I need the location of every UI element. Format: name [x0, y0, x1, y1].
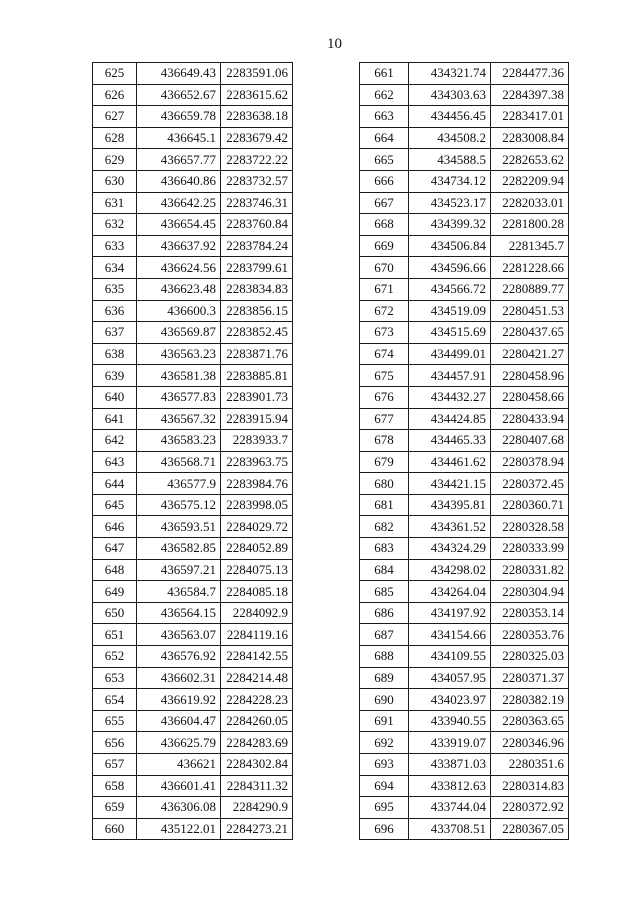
x-coordinate-cell: 436582.85: [137, 538, 221, 560]
point-number-cell: 674: [360, 343, 409, 365]
y-coordinate-cell: 2280333.99: [491, 538, 569, 560]
table-row: [93, 84, 293, 106]
x-coordinate-cell: 434324.29: [409, 538, 491, 560]
table-row: [360, 775, 569, 797]
table-row: [360, 192, 569, 214]
point-number-cell: 657: [93, 754, 137, 776]
table-row: [93, 214, 293, 236]
table-row: [360, 602, 569, 624]
x-coordinate-cell: 436584.7: [137, 581, 221, 603]
y-coordinate-cell: 2283856.15: [221, 300, 293, 322]
x-coordinate-cell: 436563.07: [137, 624, 221, 646]
table-row: [360, 408, 569, 430]
point-number-cell: 643: [93, 451, 137, 473]
x-coordinate-cell: 436593.51: [137, 516, 221, 538]
table-row: [93, 170, 293, 192]
point-number-cell: 629: [93, 149, 137, 171]
y-coordinate-cell: 2280458.96: [491, 365, 569, 387]
y-coordinate-cell: 2283915.94: [221, 408, 293, 430]
table-row: [360, 322, 569, 344]
y-coordinate-cell: 2280451.53: [491, 300, 569, 322]
point-number-cell: 696: [360, 818, 409, 840]
x-coordinate-cell: 434023.97: [409, 689, 491, 711]
table-row: [360, 581, 569, 603]
y-coordinate-cell: 2280367.05: [491, 818, 569, 840]
point-number-cell: 625: [93, 63, 137, 85]
point-number-cell: 669: [360, 235, 409, 257]
x-coordinate-cell: 434197.92: [409, 602, 491, 624]
y-coordinate-cell: 2283638.18: [221, 106, 293, 128]
x-coordinate-cell: 434566.72: [409, 278, 491, 300]
y-coordinate-cell: 2282653.62: [491, 149, 569, 171]
table-row: [360, 559, 569, 581]
x-coordinate-cell: 434523.17: [409, 192, 491, 214]
table-row: [93, 775, 293, 797]
point-number-cell: 673: [360, 322, 409, 344]
y-coordinate-cell: 2283963.75: [221, 451, 293, 473]
x-coordinate-cell: 436600.3: [137, 300, 221, 322]
y-coordinate-cell: 2283998.05: [221, 494, 293, 516]
point-number-cell: 659: [93, 797, 137, 819]
x-coordinate-cell: 434596.66: [409, 257, 491, 279]
y-coordinate-cell: 2283901.73: [221, 386, 293, 408]
y-coordinate-cell: 2280421.27: [491, 343, 569, 365]
y-coordinate-cell: 2280346.96: [491, 732, 569, 754]
x-coordinate-cell: 436621: [137, 754, 221, 776]
table-row: [360, 257, 569, 279]
y-coordinate-cell: 2280325.03: [491, 646, 569, 668]
point-number-cell: 644: [93, 473, 137, 495]
x-coordinate-cell: 436575.12: [137, 494, 221, 516]
table-row: [93, 322, 293, 344]
point-number-cell: 684: [360, 559, 409, 581]
table-row: [360, 797, 569, 819]
table-row: [360, 538, 569, 560]
x-coordinate-cell: 434399.32: [409, 214, 491, 236]
point-number-cell: 632: [93, 214, 137, 236]
table-row: [93, 300, 293, 322]
x-coordinate-cell: 434421.15: [409, 473, 491, 495]
y-coordinate-cell: 2283871.76: [221, 343, 293, 365]
point-number-cell: 676: [360, 386, 409, 408]
x-coordinate-cell: 436652.67: [137, 84, 221, 106]
y-coordinate-cell: 2283852.45: [221, 322, 293, 344]
x-coordinate-cell: 433708.51: [409, 818, 491, 840]
point-number-cell: 655: [93, 710, 137, 732]
y-coordinate-cell: 2284029.72: [221, 516, 293, 538]
table-row: [93, 689, 293, 711]
table-row: [360, 235, 569, 257]
y-coordinate-cell: 2284477.36: [491, 63, 569, 85]
table-row: [360, 430, 569, 452]
x-coordinate-cell: 434465.33: [409, 430, 491, 452]
point-number-cell: 664: [360, 127, 409, 149]
table-row: [93, 106, 293, 128]
y-coordinate-cell: 2283591.06: [221, 63, 293, 85]
table-row: [93, 559, 293, 581]
table-row: [93, 386, 293, 408]
point-number-cell: 671: [360, 278, 409, 300]
table-row: [93, 473, 293, 495]
table-row: [360, 732, 569, 754]
table-row: [360, 63, 569, 85]
x-coordinate-cell: 436625.79: [137, 732, 221, 754]
x-coordinate-cell: 434057.95: [409, 667, 491, 689]
table-row: [360, 127, 569, 149]
table-row: [93, 127, 293, 149]
y-coordinate-cell: 2284273.21: [221, 818, 293, 840]
point-number-cell: 636: [93, 300, 137, 322]
table-row: [93, 63, 293, 85]
x-coordinate-cell: 436637.92: [137, 235, 221, 257]
x-coordinate-cell: 434424.85: [409, 408, 491, 430]
table-row: [360, 689, 569, 711]
point-number-cell: 694: [360, 775, 409, 797]
point-number-cell: 692: [360, 732, 409, 754]
y-coordinate-cell: 2284290.9: [221, 797, 293, 819]
x-coordinate-cell: 434734.12: [409, 170, 491, 192]
y-coordinate-cell: 2283799.61: [221, 257, 293, 279]
table-row: [360, 343, 569, 365]
table-row: [93, 149, 293, 171]
y-coordinate-cell: 2283784.24: [221, 235, 293, 257]
y-coordinate-cell: 2280372.92: [491, 797, 569, 819]
x-coordinate-cell: 436640.86: [137, 170, 221, 192]
point-number-cell: 650: [93, 602, 137, 624]
x-coordinate-cell: 436567.32: [137, 408, 221, 430]
table-row: [360, 106, 569, 128]
y-coordinate-cell: 2283722.22: [221, 149, 293, 171]
y-coordinate-cell: 2281228.66: [491, 257, 569, 279]
table-row: [360, 214, 569, 236]
point-number-cell: 639: [93, 365, 137, 387]
table-row: [360, 386, 569, 408]
x-coordinate-cell: 433871.03: [409, 754, 491, 776]
table-row: [93, 710, 293, 732]
y-coordinate-cell: 2283834.83: [221, 278, 293, 300]
x-coordinate-cell: 434361.52: [409, 516, 491, 538]
y-coordinate-cell: 2283732.57: [221, 170, 293, 192]
point-number-cell: 675: [360, 365, 409, 387]
table-row: [360, 624, 569, 646]
x-coordinate-cell: 436624.56: [137, 257, 221, 279]
y-coordinate-cell: 2280351.6: [491, 754, 569, 776]
table-row: [360, 84, 569, 106]
y-coordinate-cell: 2281800.28: [491, 214, 569, 236]
point-number-cell: 626: [93, 84, 137, 106]
x-coordinate-cell: 436306.08: [137, 797, 221, 819]
point-number-cell: 685: [360, 581, 409, 603]
y-coordinate-cell: 2283417.01: [491, 106, 569, 128]
table-row: [93, 235, 293, 257]
table-row: [93, 451, 293, 473]
point-number-cell: 647: [93, 538, 137, 560]
table-row: [93, 624, 293, 646]
x-coordinate-cell: 436576.92: [137, 646, 221, 668]
y-coordinate-cell: 2284214.48: [221, 667, 293, 689]
point-number-cell: 678: [360, 430, 409, 452]
y-coordinate-cell: 2283746.31: [221, 192, 293, 214]
x-coordinate-cell: 434499.01: [409, 343, 491, 365]
point-number-cell: 631: [93, 192, 137, 214]
table-row: [360, 667, 569, 689]
y-coordinate-cell: 2280328.58: [491, 516, 569, 538]
x-coordinate-cell: 436597.21: [137, 559, 221, 581]
y-coordinate-cell: 2284228.23: [221, 689, 293, 711]
x-coordinate-cell: 436581.38: [137, 365, 221, 387]
table-row: [93, 602, 293, 624]
y-coordinate-cell: 2283008.84: [491, 127, 569, 149]
x-coordinate-cell: 436601.41: [137, 775, 221, 797]
point-number-cell: 695: [360, 797, 409, 819]
point-number-cell: 688: [360, 646, 409, 668]
point-number-cell: 634: [93, 257, 137, 279]
x-coordinate-cell: 436649.43: [137, 63, 221, 85]
y-coordinate-cell: 2283933.7: [221, 430, 293, 452]
y-coordinate-cell: 2280372.45: [491, 473, 569, 495]
point-number-cell: 683: [360, 538, 409, 560]
point-number-cell: 633: [93, 235, 137, 257]
table-row: [360, 451, 569, 473]
y-coordinate-cell: 2284311.32: [221, 775, 293, 797]
table-row: [360, 365, 569, 387]
point-number-cell: 661: [360, 63, 409, 85]
table-row: [360, 818, 569, 840]
y-coordinate-cell: 2282033.01: [491, 192, 569, 214]
point-number-cell: 679: [360, 451, 409, 473]
x-coordinate-cell: 434298.02: [409, 559, 491, 581]
table-row: [360, 278, 569, 300]
table-row: [360, 473, 569, 495]
point-number-cell: 690: [360, 689, 409, 711]
x-coordinate-cell: 434508.2: [409, 127, 491, 149]
y-coordinate-cell: 2284052.89: [221, 538, 293, 560]
table-row: [360, 300, 569, 322]
table-row: [93, 732, 293, 754]
y-coordinate-cell: 2284085.18: [221, 581, 293, 603]
x-coordinate-cell: 436623.48: [137, 278, 221, 300]
point-number-cell: 653: [93, 667, 137, 689]
y-coordinate-cell: 2280371.37: [491, 667, 569, 689]
point-number-cell: 652: [93, 646, 137, 668]
y-coordinate-cell: 2280353.76: [491, 624, 569, 646]
point-number-cell: 667: [360, 192, 409, 214]
point-number-cell: 691: [360, 710, 409, 732]
x-coordinate-cell: 433812.63: [409, 775, 491, 797]
table-row: [93, 343, 293, 365]
table-row: [360, 646, 569, 668]
table-row: [93, 581, 293, 603]
x-coordinate-cell: 434264.04: [409, 581, 491, 603]
point-number-cell: 637: [93, 322, 137, 344]
point-number-cell: 630: [93, 170, 137, 192]
x-coordinate-cell: 434457.91: [409, 365, 491, 387]
y-coordinate-cell: 2283984.76: [221, 473, 293, 495]
y-coordinate-cell: 2280360.71: [491, 494, 569, 516]
x-coordinate-cell: 434515.69: [409, 322, 491, 344]
table-row: [93, 430, 293, 452]
x-coordinate-cell: 436642.25: [137, 192, 221, 214]
point-number-cell: 693: [360, 754, 409, 776]
table-row: [93, 408, 293, 430]
x-coordinate-cell: 434456.45: [409, 106, 491, 128]
point-number-cell: 677: [360, 408, 409, 430]
point-number-cell: 682: [360, 516, 409, 538]
x-coordinate-cell: 435122.01: [137, 818, 221, 840]
point-number-cell: 686: [360, 602, 409, 624]
x-coordinate-cell: 436577.9: [137, 473, 221, 495]
x-coordinate-cell: 436563.23: [137, 343, 221, 365]
table-row: [360, 710, 569, 732]
x-coordinate-cell: 433919.07: [409, 732, 491, 754]
y-coordinate-cell: 2284142.55: [221, 646, 293, 668]
point-number-cell: 649: [93, 581, 137, 603]
x-coordinate-cell: 434461.62: [409, 451, 491, 473]
table-row: [93, 667, 293, 689]
x-coordinate-cell: 436577.83: [137, 386, 221, 408]
table-row: [93, 797, 293, 819]
table-row: [360, 149, 569, 171]
point-number-cell: 660: [93, 818, 137, 840]
x-coordinate-cell: 434303.63: [409, 84, 491, 106]
x-coordinate-cell: 434154.66: [409, 624, 491, 646]
x-coordinate-cell: 434432.27: [409, 386, 491, 408]
point-number-cell: 641: [93, 408, 137, 430]
table-row: [360, 170, 569, 192]
x-coordinate-cell: 436568.71: [137, 451, 221, 473]
point-number-cell: 635: [93, 278, 137, 300]
y-coordinate-cell: 2280889.77: [491, 278, 569, 300]
y-coordinate-cell: 2283885.81: [221, 365, 293, 387]
y-coordinate-cell: 2283615.62: [221, 84, 293, 106]
x-coordinate-cell: 436659.78: [137, 106, 221, 128]
table-row: [93, 494, 293, 516]
table-row: [93, 646, 293, 668]
x-coordinate-cell: 436583.23: [137, 430, 221, 452]
table-row: [93, 754, 293, 776]
coordinates-table-left: [92, 62, 293, 840]
point-number-cell: 646: [93, 516, 137, 538]
x-coordinate-cell: 436654.45: [137, 214, 221, 236]
x-coordinate-cell: 434588.5: [409, 149, 491, 171]
point-number-cell: 651: [93, 624, 137, 646]
y-coordinate-cell: 2280378.94: [491, 451, 569, 473]
point-number-cell: 645: [93, 494, 137, 516]
y-coordinate-cell: 2280331.82: [491, 559, 569, 581]
point-number-cell: 627: [93, 106, 137, 128]
x-coordinate-cell: 433744.04: [409, 797, 491, 819]
y-coordinate-cell: 2283679.42: [221, 127, 293, 149]
point-number-cell: 687: [360, 624, 409, 646]
y-coordinate-cell: 2280304.94: [491, 581, 569, 603]
y-coordinate-cell: 2281345.7: [491, 235, 569, 257]
point-number-cell: 648: [93, 559, 137, 581]
y-coordinate-cell: 2280363.65: [491, 710, 569, 732]
y-coordinate-cell: 2280382.19: [491, 689, 569, 711]
point-number-cell: 665: [360, 149, 409, 171]
point-number-cell: 642: [93, 430, 137, 452]
table-row: [360, 754, 569, 776]
x-coordinate-cell: 436619.92: [137, 689, 221, 711]
x-coordinate-cell: 436569.87: [137, 322, 221, 344]
point-number-cell: 668: [360, 214, 409, 236]
x-coordinate-cell: 436657.77: [137, 149, 221, 171]
y-coordinate-cell: 2280314.83: [491, 775, 569, 797]
table-row: [93, 516, 293, 538]
y-coordinate-cell: 2283760.84: [221, 214, 293, 236]
coordinates-table-right: [359, 62, 569, 840]
x-coordinate-cell: 434321.74: [409, 63, 491, 85]
point-number-cell: 658: [93, 775, 137, 797]
table-row: [93, 538, 293, 560]
x-coordinate-cell: 436564.15: [137, 602, 221, 624]
x-coordinate-cell: 436645.1: [137, 127, 221, 149]
x-coordinate-cell: 433940.55: [409, 710, 491, 732]
table-row: [93, 192, 293, 214]
point-number-cell: 681: [360, 494, 409, 516]
x-coordinate-cell: 436604.47: [137, 710, 221, 732]
y-coordinate-cell: 2284075.13: [221, 559, 293, 581]
table-row: [360, 516, 569, 538]
y-coordinate-cell: 2284119.16: [221, 624, 293, 646]
y-coordinate-cell: 2284302.84: [221, 754, 293, 776]
point-number-cell: 670: [360, 257, 409, 279]
point-number-cell: 666: [360, 170, 409, 192]
point-number-cell: 640: [93, 386, 137, 408]
table-row: [93, 278, 293, 300]
y-coordinate-cell: 2280437.65: [491, 322, 569, 344]
point-number-cell: 680: [360, 473, 409, 495]
x-coordinate-cell: 434506.84: [409, 235, 491, 257]
table-row: [93, 818, 293, 840]
y-coordinate-cell: 2280353.14: [491, 602, 569, 624]
y-coordinate-cell: 2280407.68: [491, 430, 569, 452]
point-number-cell: 689: [360, 667, 409, 689]
x-coordinate-cell: 434395.81: [409, 494, 491, 516]
y-coordinate-cell: 2280433.94: [491, 408, 569, 430]
x-coordinate-cell: 436602.31: [137, 667, 221, 689]
y-coordinate-cell: 2282209.94: [491, 170, 569, 192]
point-number-cell: 672: [360, 300, 409, 322]
y-coordinate-cell: 2280458.66: [491, 386, 569, 408]
y-coordinate-cell: 2284283.69: [221, 732, 293, 754]
point-number-cell: 663: [360, 106, 409, 128]
point-number-cell: 638: [93, 343, 137, 365]
table-row: [93, 257, 293, 279]
point-number-cell: 656: [93, 732, 137, 754]
page-number: 10: [327, 36, 342, 52]
point-number-cell: 628: [93, 127, 137, 149]
x-coordinate-cell: 434519.09: [409, 300, 491, 322]
point-number-cell: 654: [93, 689, 137, 711]
table-row: [360, 494, 569, 516]
table-row: [93, 365, 293, 387]
point-number-cell: 662: [360, 84, 409, 106]
x-coordinate-cell: 434109.55: [409, 646, 491, 668]
y-coordinate-cell: 2284092.9: [221, 602, 293, 624]
y-coordinate-cell: 2284397.38: [491, 84, 569, 106]
y-coordinate-cell: 2284260.05: [221, 710, 293, 732]
